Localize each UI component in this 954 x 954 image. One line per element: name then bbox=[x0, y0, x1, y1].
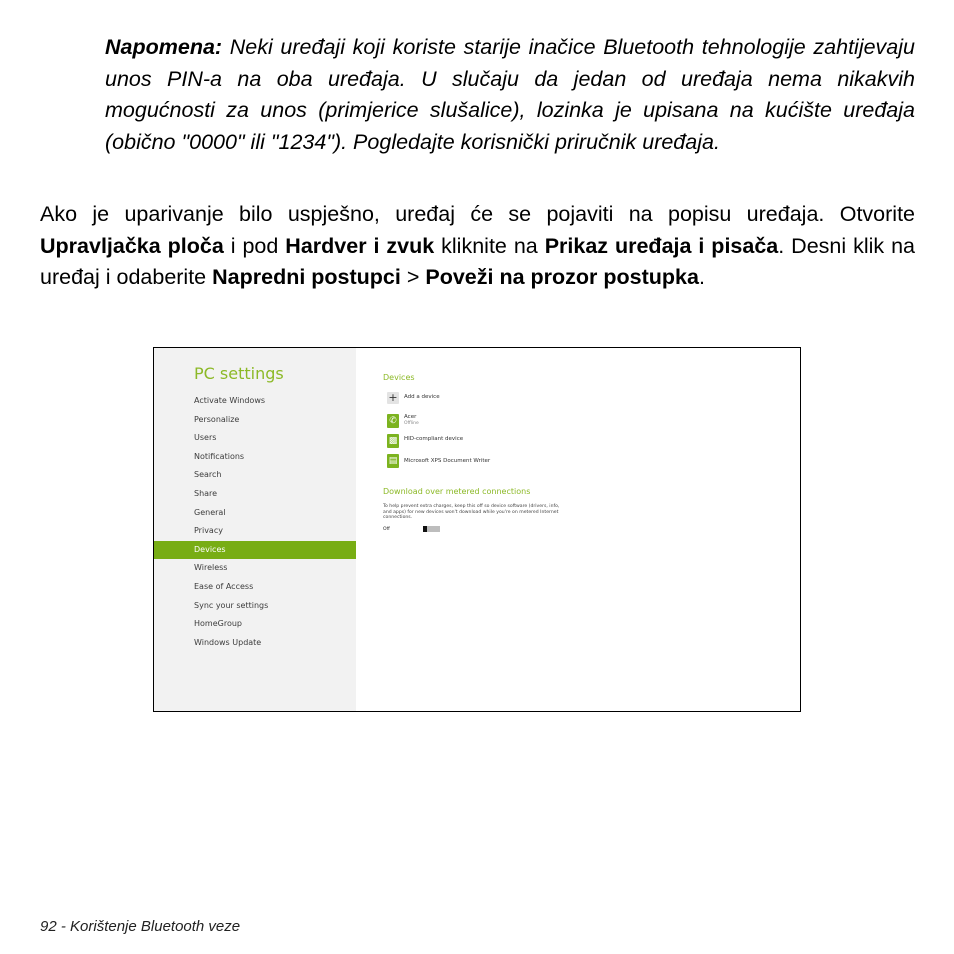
sidebar-nav bbox=[154, 392, 356, 652]
advanced-operations-term: Napredni postupci bbox=[212, 265, 401, 289]
sidebar-title: PC settings bbox=[194, 364, 284, 383]
text-run: kliknite na bbox=[434, 233, 545, 258]
add-device-label: Add a device bbox=[404, 394, 440, 400]
sidebar-item-share[interactable]: Share bbox=[194, 488, 218, 498]
text-run: . bbox=[698, 265, 705, 289]
device-name: HID-compliant device bbox=[404, 436, 464, 442]
note-paragraph bbox=[105, 32, 915, 158]
sidebar-item-ease-of-access[interactable]: Ease of Access bbox=[194, 581, 254, 591]
metered-heading: Download over metered connections bbox=[383, 487, 531, 496]
instructions-paragraph bbox=[40, 199, 915, 294]
sidebar-item-activate-windows[interactable]: Activate Windows bbox=[194, 396, 266, 405]
devices-pane bbox=[383, 348, 783, 711]
printer-icon: ▤ bbox=[388, 456, 398, 466]
hardware-sound-term: Hardver i zvuk bbox=[285, 233, 435, 258]
sidebar-item-users[interactable]: Users bbox=[194, 433, 217, 443]
phone-icon: ✆ bbox=[387, 414, 399, 428]
hid-device-icon: ▩ bbox=[388, 436, 398, 446]
connect-window-term: Poveži na prozor postupka bbox=[425, 265, 699, 289]
devices-heading: Devices bbox=[383, 373, 415, 382]
metered-toggle[interactable] bbox=[423, 526, 440, 532]
toggle-knob[interactable] bbox=[423, 526, 427, 532]
text-run: Ako je uparivanje bilo uspješno, uređaj će se pojaviti na popisu uređaja. Otvorite bbox=[40, 202, 915, 226]
toggle-label: Off bbox=[383, 527, 390, 532]
sidebar-item-general[interactable]: General bbox=[194, 507, 226, 517]
sidebar-item-personalize[interactable]: Personalize bbox=[194, 414, 240, 424]
devices-printers-term: Prikaz uređaja i pisača bbox=[544, 233, 779, 258]
page-footer: 92 - Korištenje Bluetooth veze bbox=[40, 918, 241, 935]
pc-settings-screenshot bbox=[153, 347, 801, 712]
sidebar-item-devices[interactable]: Devices bbox=[154, 541, 356, 560]
device-status: Offline bbox=[404, 421, 419, 426]
settings-sidebar bbox=[154, 348, 356, 711]
metered-description: To help prevent extra charges, keep this off so device software (drivers, info, and apps) for new devices won't download while you're on metered Internet connections. bbox=[383, 504, 560, 521]
plus-icon: + bbox=[388, 391, 398, 404]
note-text: Neki uređaji koji koriste starije inačice Bluetooth tehnologije zahtijevaju unos PIN-a na oba uređaja. U slučaju da jedan od uređaja nema nikakvih mogućnosti za unos (primjerice slušalice), lozinka je upisana na kućište uređaja (obično "0000" ili "1234"). Pogledajte korisnički priručnik uređaja. bbox=[105, 35, 915, 154]
sidebar-item-search[interactable]: Search bbox=[194, 470, 222, 480]
device-name: Acer bbox=[404, 414, 417, 420]
sidebar-item-privacy[interactable]: Privacy bbox=[194, 526, 223, 536]
text-run: > bbox=[400, 265, 426, 289]
text-run: . Desni klik na uređaj i odaberite bbox=[40, 233, 915, 289]
sidebar-item-windows-update[interactable]: Windows Update bbox=[194, 637, 262, 647]
note-label: Napomena: bbox=[105, 35, 223, 59]
sidebar-item-notifications[interactable]: Notifications bbox=[194, 451, 245, 461]
control-panel-term: Upravljačka ploča bbox=[40, 233, 224, 258]
device-name: Microsoft XPS Document Writer bbox=[404, 458, 491, 464]
sidebar-item-homegroup[interactable]: HomeGroup bbox=[194, 619, 242, 629]
sidebar-item-wireless[interactable]: Wireless bbox=[194, 563, 228, 573]
sidebar-item-sync-your-settings[interactable]: Sync your settings bbox=[194, 600, 269, 610]
text-run: i pod bbox=[223, 233, 286, 258]
